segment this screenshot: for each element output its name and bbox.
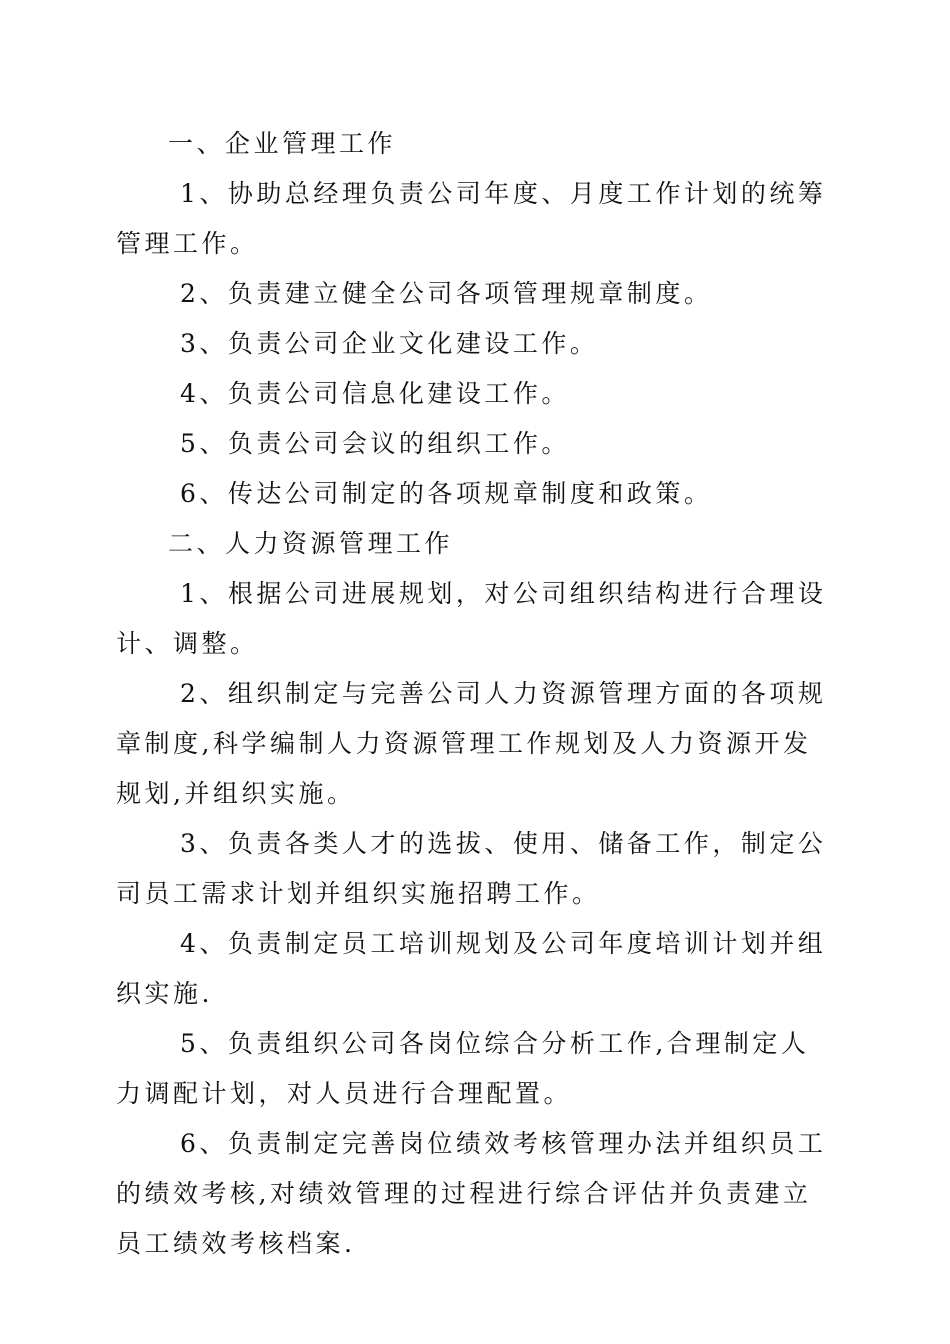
section-heading-enterprise-management: 一、企业管理工作 (168, 129, 397, 158)
section-heading-human-resources: 二、人力资源管理工作 (168, 529, 454, 558)
section1-item-6: 6、传达公司制定的各项规章制度和政策。 (180, 479, 713, 508)
section2-item-1: 1、根据公司进展规划，对公司组织结构进行合理设计、调整。 (116, 579, 827, 658)
section1-item-1: 1、协助总经理负责公司年度、月度工作计划的统筹管理工作。 (116, 179, 827, 258)
document-body (116, 119, 836, 1269)
section1-item-2: 2、负责建立健全公司各项管理规章制度。 (180, 279, 713, 308)
section1-item-3: 3、负责公司企业文化建设工作。 (180, 329, 599, 358)
section1-item-5: 5、负责公司会议的组织工作。 (180, 429, 570, 458)
section2-item-4: 4、负责制定员工培训规划及公司年度培训计划并组织实施. (116, 929, 827, 1008)
section2-item-3: 3、负责各类人才的选拔、使用、储备工作，制定公司员工需求计划并组织实施招聘工作。 (116, 829, 827, 908)
section1-item-4: 4、负责公司信息化建设工作。 (180, 379, 570, 408)
section2-item-2: 2、组织制定与完善公司人力资源管理方面的各项规章制度,科学编制人力资源管理工作规划及人力资源开发规划,并组织实施。 (116, 679, 827, 808)
section2-item-6: 6、负责制定完善岗位绩效考核管理办法并组织员工的绩效考核,对绩效管理的过程进行综合评估并负责建立员工绩效考核档案. (116, 1129, 827, 1258)
section2-item-5: 5、负责组织公司各岗位综合分析工作,合理制定人力调配计划，对人员进行合理配置。 (116, 1029, 810, 1108)
